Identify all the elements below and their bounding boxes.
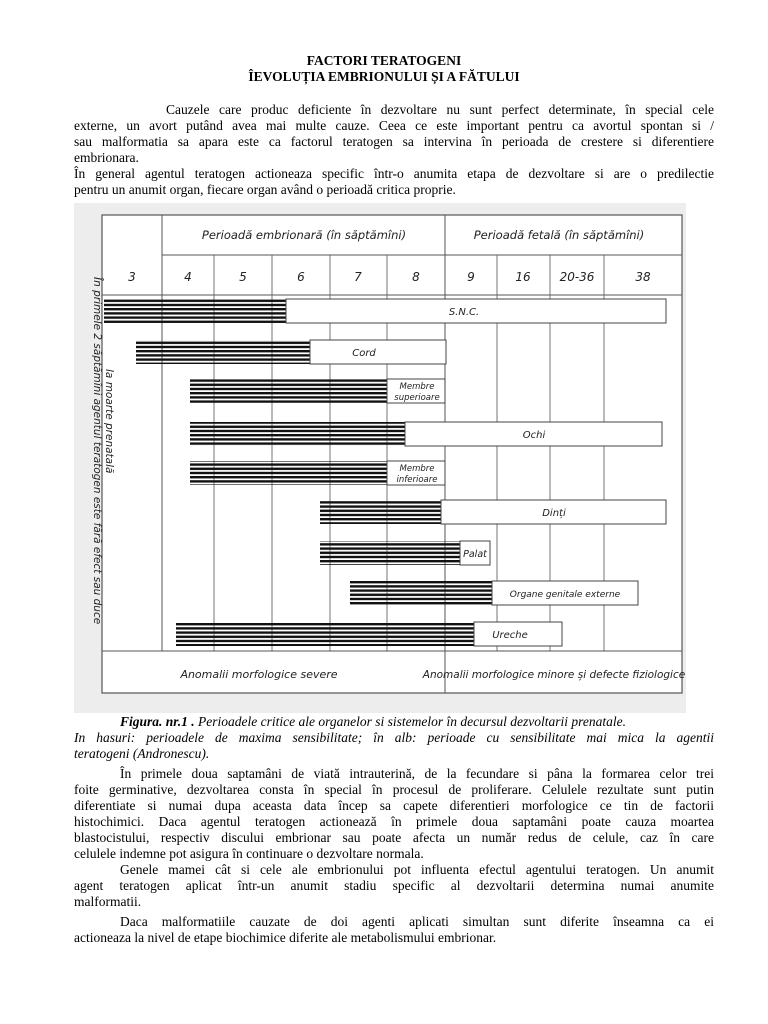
- week-label: 16: [515, 270, 531, 284]
- document-title: FACTORI TERATOGENI: [306, 53, 462, 68]
- organ-label-membre-inferioare-a: Membre: [399, 464, 435, 474]
- body-line: histochimici. Daca agentul teratogen actionează în primele doua saptamâni poate cauza moartea: [74, 814, 714, 829]
- critical-periods-figure: [74, 203, 686, 713]
- week-label: 7: [354, 270, 362, 284]
- document-subtitle: ÎEVOLUȚIA EMBRIONULUI ȘI A FĂTULUI: [248, 69, 520, 84]
- figure-caption: [74, 714, 714, 762]
- side-note-line1: În primele 2 săptămîni agentul teratogen este fără efect sau duce: [91, 277, 103, 625]
- organ-label-organe-genitale: Organe genitale externe: [509, 590, 621, 600]
- organ-label-snc: S.N.C.: [448, 307, 480, 318]
- footer-severe-label: Anomalii morfologice severe: [180, 668, 338, 681]
- intro-line: pentru un anumit organ, fiecare organ având o perioadă critica proprie.: [74, 182, 456, 197]
- body-line: În primele doua saptamâni de viată intrauterină, de la fecundare si pâna la formarea celor trei: [120, 766, 714, 781]
- week-label: 20-36: [559, 270, 595, 284]
- organ-label-membre-inferioare-b: inferioare: [396, 475, 438, 485]
- intro-line: Cauzele care produc deficiente în dezvoltare nu sunt perfect determinate, în special cele: [166, 102, 714, 117]
- caption-line: teratogeni (Andronescu).: [74, 746, 210, 761]
- organ-label-palat: Palat: [463, 549, 487, 560]
- period-embryo-label: Perioadă embrionară (în săptămîni): [201, 228, 407, 242]
- body-line: agent teratogen aplicat într-un anumit stadiu specific al dezvoltarii determina numai anumite: [74, 878, 714, 893]
- body-paragraph-3: [74, 914, 714, 946]
- body-line: celulele indemne pot asigura în continuare o dezvoltare normala.: [74, 846, 424, 861]
- caption-text: Perioadele critice ale organelor si sistemelor în decursul dezvoltarii prenatale.: [194, 714, 626, 729]
- body-line: foite germinative, dezvoltarea consta în special în procesul de proliferare. Celulele rezultate sunt putin: [74, 782, 714, 797]
- week-label: 3: [128, 270, 136, 284]
- week-label: 9: [467, 270, 475, 284]
- intro-paragraph: [74, 102, 714, 198]
- week-label: 4: [184, 270, 192, 284]
- caption-label: Figura. nr.1 .: [120, 714, 195, 729]
- footer-minor-label: Anomalii morfologice minore și defecte fiziologice: [422, 669, 686, 681]
- intro-line: sau malformatia sa apara este ca factorul teratogen sa intervina în perioada de crestere si diferentiere: [74, 134, 714, 149]
- week-label: 38: [635, 270, 651, 284]
- intro-line: embrionara.: [74, 150, 139, 165]
- intro-line: În general agentul teratogen actioneaza specific într-o anumita etapa de dezvoltare si are o predilectie: [74, 166, 714, 181]
- side-note-line2: la moarte prenatală: [103, 369, 115, 474]
- caption-line: In hasuri: perioadele de maxima sensibilitate; în alb: perioade cu sensibilitate mai mica la agentii: [74, 730, 714, 745]
- body-paragraph-1: [74, 766, 714, 862]
- week-label: 5: [239, 270, 247, 284]
- organ-label-ochi: Ochi: [522, 430, 546, 441]
- body-line: blastocistului, respectiv discului embrionar sau poate afecta un număr redus de celule, caz în care: [74, 830, 714, 845]
- body-line: malformatii.: [74, 894, 142, 909]
- body-paragraph-2: [74, 862, 714, 910]
- organ-label-membre-superioare-b: superioare: [394, 393, 440, 403]
- body-line: actioneaza la nivel de etape biochimice diferite ale metabolismului embrionar.: [74, 930, 497, 945]
- week-label: 6: [297, 270, 305, 284]
- body-line: Daca malformatiile cauzate de doi agenti aplicati simultan sunt diferite înseamna ca ei: [120, 914, 714, 929]
- body-line: Genele mamei cât si cele ale embrionului pot influenta efectul agentului teratogen. Un anumit: [120, 862, 714, 877]
- organ-label-ureche: Ureche: [492, 630, 528, 641]
- period-fetal-label: Perioadă fetală (în săptămîni): [473, 228, 645, 242]
- caption-line: [74, 714, 714, 730]
- body-line: diferentiate si numai dupa aceasta data încep sa capete diferentieri morfologice ce tin de factorii: [74, 798, 714, 813]
- organ-label-dinti: Dinți: [542, 508, 566, 519]
- week-label: 8: [412, 270, 420, 284]
- intro-line: externe, un avort putând avea mai multe cauze. Ceea ce este important pentru ca avortul spontan si /: [74, 118, 714, 133]
- organ-label-membre-superioare-a: Membre: [399, 382, 435, 392]
- organ-label-cord: Cord: [352, 348, 376, 359]
